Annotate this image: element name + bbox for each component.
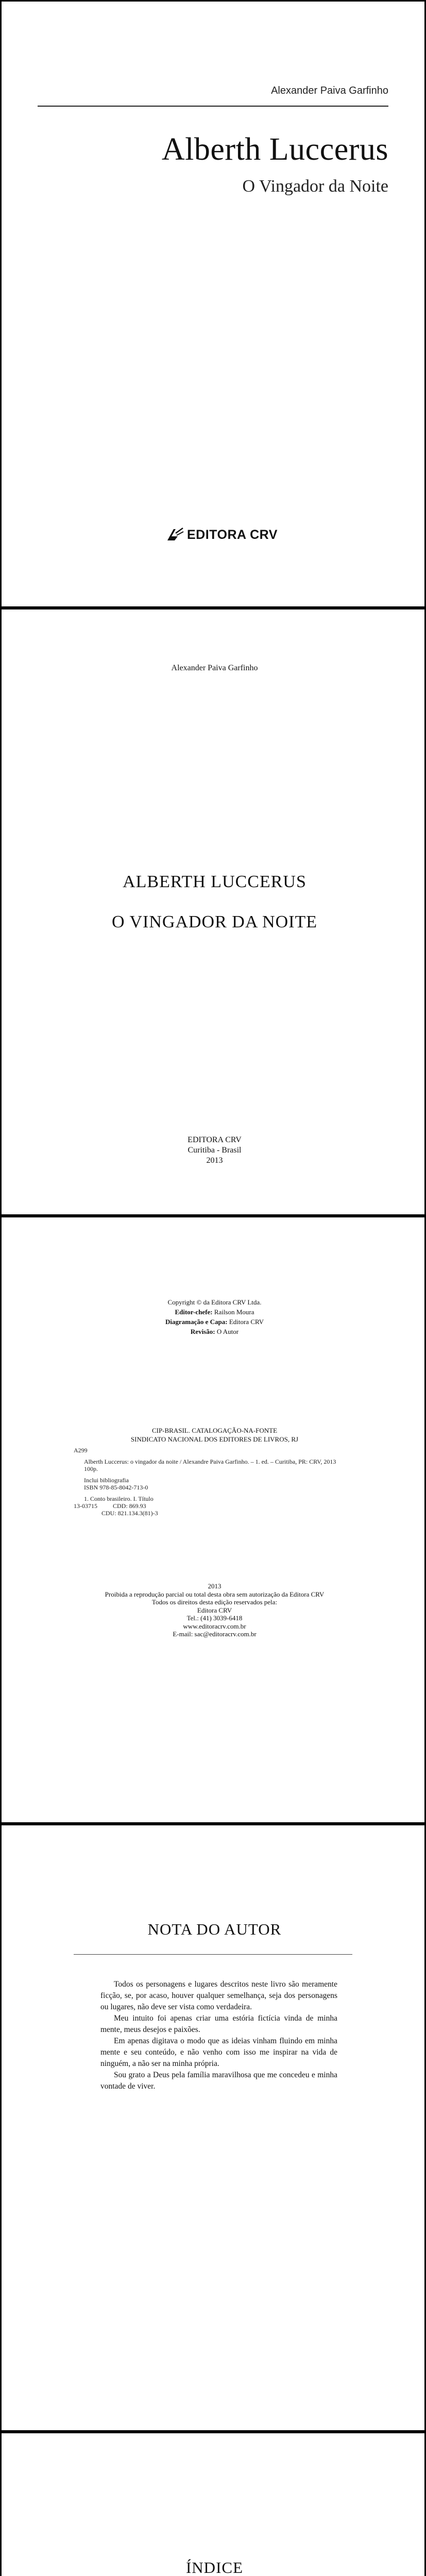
index-heading: ÍNDICE: [185, 2558, 244, 2576]
copyright-page: [0, 1216, 426, 1824]
index-page: [0, 2432, 426, 2576]
rights-year: 2013: [208, 1582, 221, 1590]
cip-heading-line: SINDICATO NACIONAL DOS EDITORES DE LIVROS, RJ: [130, 1435, 299, 1443]
cover-divider: [38, 106, 388, 107]
publisher-logo-mark-icon: [166, 527, 184, 543]
cip-heading: [2, 1426, 426, 1444]
credit-value: Copyright © da Editora CRV Ltda.: [167, 1298, 262, 1306]
rights-website: www.editoracrv.com.br: [183, 1622, 246, 1630]
author-note-heading: NOTA DO AUTOR: [147, 1920, 282, 1938]
cip-subject-line: CDU: 821.134.3(81)-3: [74, 1510, 158, 1517]
rights-email: E-mail: sac@editoracrv.com.br: [173, 1630, 257, 1638]
author-note-paragraph: Meu intuito foi apenas criar uma estória fictícia vinda de minha mente, meus desejos e paixões.: [100, 2014, 337, 2034]
author-note-page: [0, 1824, 426, 2432]
author-note-paragraph: Todos os personagens e lugares descritos neste livro são meramente ficção, se, por acaso, houver qualquer semelhança, seja dos personagens ou lugares, não deve ser vista como verdadeira.: [100, 1980, 337, 2011]
cip-isbn-line: ISBN 978-85-8042-713-0: [84, 1484, 148, 1491]
credit-line: [2, 1327, 426, 1336]
credit-label: Editor-chefe:: [175, 1308, 213, 1316]
credit-value: Railson Moura: [212, 1308, 254, 1316]
cover-title: Alberth Luccerus: [161, 132, 388, 167]
rights-phone: Tel.: (41) 3039-6418: [186, 1614, 243, 1622]
author-note-body: [100, 1979, 337, 2092]
rights-line: Editora CRV: [197, 1606, 232, 1614]
credit-line: [2, 1297, 426, 1307]
credit-label: Diagramação e Capa:: [165, 1318, 228, 1326]
credit-line: [2, 1317, 426, 1327]
cip-subject-line: 13-03715 CDD: 869.93: [74, 1502, 146, 1510]
author-note-divider: [74, 1954, 352, 1955]
cover-author: Alexander Paiva Garfinho: [271, 85, 388, 96]
title-page-imprint: [2, 1135, 426, 1166]
imprint-year: 2013: [206, 1156, 223, 1165]
imprint-publisher: EDITORA CRV: [188, 1136, 242, 1144]
cip-isbn-line: Inclui bibliografia: [84, 1477, 129, 1484]
rights-line: Todos os direitos desta edição reservados pela:: [151, 1598, 278, 1606]
cip-entry: Alberth Luccerus: o vingador da noite / Alexandre Paiva Garfinho. – 1. ed. – Curitiba, PR: CRV, 2013: [84, 1458, 336, 1465]
cip-subject-line: 1. Conto brasileiro. I. Título: [84, 1495, 154, 1502]
cover-subtitle: O Vingador da Noite: [242, 177, 388, 196]
author-note-paragraph: Sou grato a Deus pela família maravilhosa que me concedeu e minha vontade de viver.: [100, 2071, 337, 2091]
cover-page: [0, 0, 426, 608]
author-note-paragraph: Em apenas digitava o modo que as ideias vinham fluindo em minha mente e seu conteúdo, e não venho com isso me inspirar na vida de ninguém, a não ser na minha própria.: [100, 2037, 337, 2068]
title-page-subtitle: O VINGADOR DA NOITE: [112, 912, 317, 931]
cip-pages: 100p.: [84, 1465, 98, 1472]
title-page-title: ALBERTH LUCCERUS: [123, 872, 306, 891]
rights-line: Proibida a reprodução parcial ou total desta obra sem autorização da Editora CRV: [105, 1590, 325, 1598]
cip-code: A299: [74, 1447, 88, 1454]
cip-heading-line: CIP-BRASIL. CATALOGAÇÃO-NA-FONTE: [151, 1427, 278, 1434]
credit-value: Editora CRV: [227, 1318, 264, 1326]
publisher-logo-text: EDITORA CRV: [187, 527, 278, 542]
rights-block: [2, 1582, 426, 1638]
credit-value: O Autor: [215, 1328, 239, 1335]
title-page: [0, 608, 426, 1216]
imprint-city: Curitiba - Brasil: [188, 1146, 242, 1155]
title-page-author: Alexander Paiva Garfinho: [171, 664, 258, 672]
catalog-card: [74, 1447, 362, 1517]
credit-line: [2, 1307, 426, 1317]
publisher-logo: [166, 527, 278, 543]
credit-label: Revisão:: [190, 1328, 215, 1335]
credits-block: [2, 1297, 426, 1336]
